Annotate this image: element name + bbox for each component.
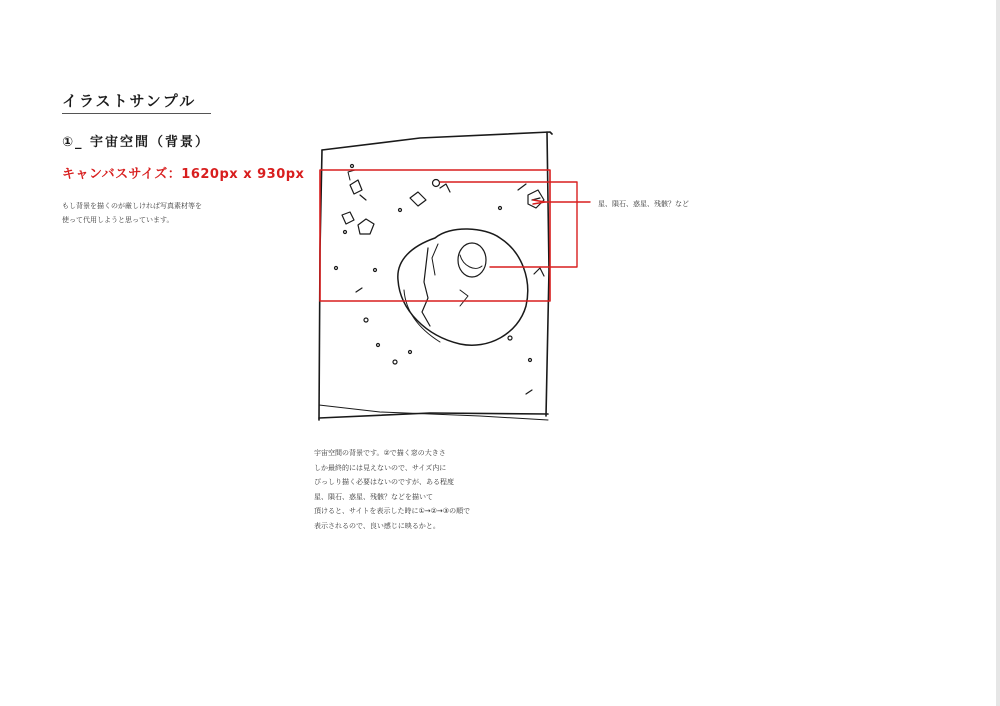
callout-leader bbox=[440, 182, 590, 267]
planet-drawing bbox=[398, 229, 528, 345]
description-line-3: ぴっしり描く必要はないのですが、ある程度 bbox=[314, 478, 454, 486]
page-title: イラストサンプル bbox=[62, 92, 197, 110]
description-line-6: 表示されるので、良い感じに映るかと。 bbox=[314, 521, 440, 530]
canvas-area-box bbox=[320, 170, 550, 301]
section-heading: ①_ 宇宙空間（背景） bbox=[62, 135, 211, 150]
canvas-size-label: キャンバスサイズ：1620px x 930px bbox=[62, 167, 305, 182]
debris-drawing bbox=[335, 165, 545, 395]
space-sketch-illustration bbox=[300, 120, 720, 430]
description-line-2: しか最終的には見えないので、サイズ内に bbox=[314, 463, 447, 472]
description-line-1: 宇宙空間の背景です。②で描く窓の大きさ bbox=[314, 449, 446, 457]
title-underline bbox=[62, 113, 211, 114]
page-edge bbox=[996, 0, 1000, 706]
background-note bbox=[62, 199, 242, 227]
description-block bbox=[314, 446, 554, 533]
sketch-frame bbox=[319, 132, 552, 420]
note-line-2: 使って代用しようと思っています。 bbox=[62, 216, 174, 224]
callout-label: 星、隕石、惑星、残骸？など bbox=[598, 200, 689, 208]
note-line-1: もし背景を描くのが厳しければ写真素材等を bbox=[62, 202, 202, 210]
description-line-5: 頂けると、サイトを表示した時に①→②→③の順で bbox=[314, 507, 471, 515]
description-line-4: 星、隕石、惑星、残骸？などを描いて bbox=[314, 492, 433, 501]
